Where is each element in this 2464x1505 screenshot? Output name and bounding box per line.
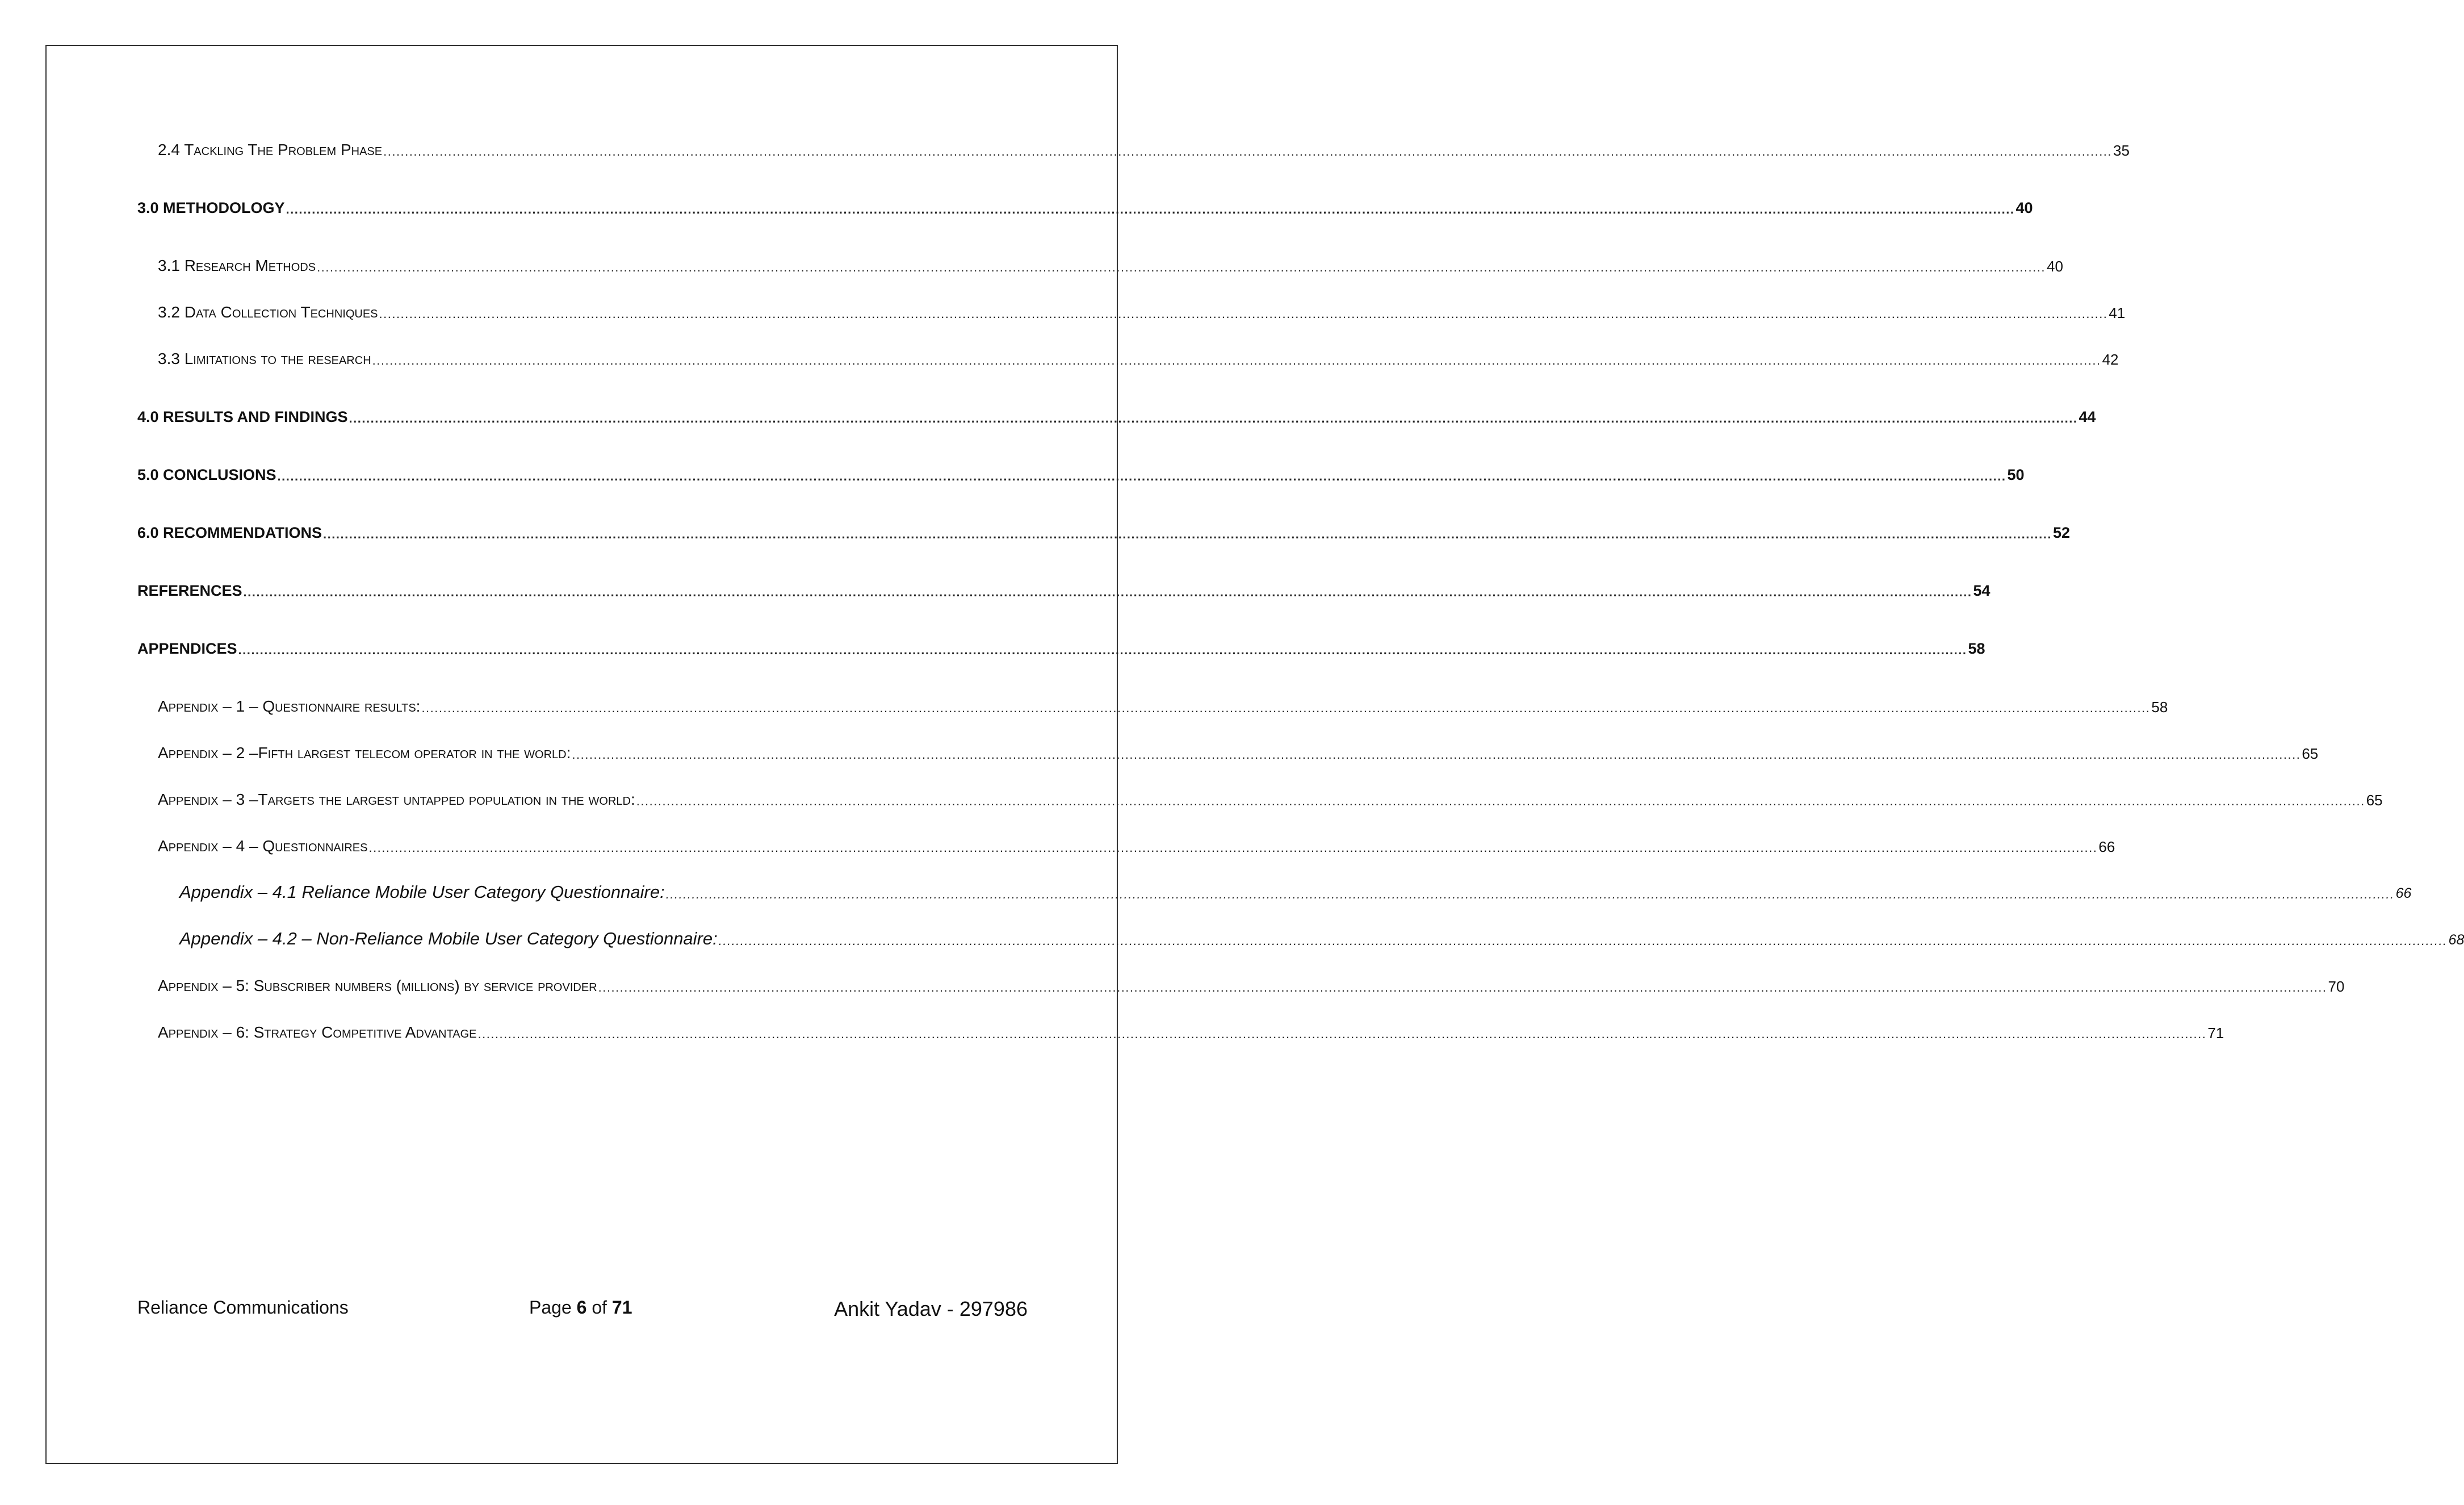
toc-entry-page: 68 — [2448, 932, 2464, 948]
page-footer — [137, 1297, 1028, 1320]
toc-entry[interactable] — [137, 831, 2115, 855]
toc-entry-page: 66 — [2098, 838, 2115, 855]
toc-entry[interactable] — [137, 971, 2345, 995]
toc-entry[interactable] — [137, 460, 2025, 483]
toc-entry[interactable] — [137, 785, 2383, 809]
toc-entry-label: 4.0 RESULTS AND FINDINGS — [137, 408, 348, 425]
toc-entry-page: 58 — [2151, 699, 2168, 716]
toc-entry[interactable] — [137, 251, 2063, 275]
dot-leader: ................................................................................................................................................................................................................................................................................................................................................................................................................ — [317, 260, 2046, 274]
toc-entry-label: REFERENCES — [137, 582, 242, 599]
toc-entry-label: Appendix – 5: Subscriber numbers (millions) by service provider — [158, 977, 597, 994]
dot-leader: ................................................................................................................................................................................................................................................................................................................................................................................................................ — [718, 934, 2448, 948]
toc-entry-label: APPENDICES — [137, 640, 237, 657]
toc-entry-page: 44 — [2079, 408, 2096, 425]
toc-entry-label: Appendix – 1 – Questionnaire results: — [158, 697, 421, 715]
toc-entry[interactable] — [137, 402, 2096, 425]
toc-entry-page: 65 — [2366, 792, 2383, 809]
toc-entry[interactable] — [137, 193, 2033, 216]
toc-entry-label: 3.0 METHODOLOGY — [137, 199, 285, 216]
dot-leader: ................................................................................................................................................................................................................................................................................................................................................................................................................ — [243, 585, 1972, 599]
toc-entry-page: 65 — [2302, 745, 2319, 762]
dot-leader: ................................................................................................................................................................................................................................................................................................................................................................................................................ — [572, 747, 2301, 762]
toc-entry-label: 3.3 Limitations to the research — [158, 350, 371, 367]
dot-leader: ................................................................................................................................................................................................................................................................................................................................................................................................................ — [379, 307, 2108, 321]
toc-entry-label: Appendix – 4 – Questionnaires — [158, 837, 368, 855]
toc-entry[interactable] — [137, 135, 2130, 159]
toc-entry-label: 2.4 Tackling The Problem Phase — [158, 141, 383, 158]
dot-leader: ................................................................................................................................................................................................................................................................................................................................................................................................................ — [477, 1027, 2207, 1041]
dot-leader: ................................................................................................................................................................................................................................................................................................................................................................................................................ — [286, 202, 2015, 216]
dot-leader: ................................................................................................................................................................................................................................................................................................................................................................................................................ — [598, 980, 2327, 994]
toc-entry-page: 71 — [2207, 1025, 2224, 1042]
toc-entry-page: 58 — [1968, 640, 1985, 657]
dot-leader: ................................................................................................................................................................................................................................................................................................................................................................................................................ — [636, 794, 2365, 808]
toc-entry-page: 41 — [2109, 304, 2126, 321]
toc-entry-label: Appendix – 3 –Targets the largest untapped population in the world: — [158, 791, 635, 808]
toc-entry-label: Appendix – 4.2 – Non-Reliance Mobile User Category Questionnaire: — [179, 929, 718, 948]
dot-leader: ................................................................................................................................................................................................................................................................................................................................................................................................................ — [368, 841, 2098, 855]
dot-leader: ................................................................................................................................................................................................................................................................................................................................................................................................................ — [383, 144, 2113, 158]
footer-page-number — [529, 1297, 632, 1318]
footer-page-prefix: Page — [529, 1297, 572, 1318]
toc-entry-label: 5.0 CONCLUSIONS — [137, 466, 276, 483]
toc-entry-page: 70 — [2328, 978, 2345, 995]
toc-entry-page: 42 — [2102, 351, 2119, 368]
dot-leader: ................................................................................................................................................................................................................................................................................................................................................................................................................ — [349, 411, 2078, 425]
toc-entry-label: Appendix – 2 –Fifth largest telecom operator in the world: — [158, 744, 571, 762]
toc-entry-label: 3.1 Research Methods — [158, 257, 316, 274]
dot-leader: ................................................................................................................................................................................................................................................................................................................................................................................................................ — [238, 643, 1967, 657]
toc-entry-label: 3.2 Data Collection Techniques — [158, 303, 378, 321]
toc-entry-page: 35 — [2113, 142, 2130, 159]
footer-page-of: of — [592, 1297, 607, 1318]
toc-entry-page: 50 — [2007, 466, 2025, 483]
toc-entry[interactable] — [137, 298, 2126, 321]
toc-entry[interactable] — [137, 925, 2464, 948]
toc-entry-page: 66 — [2395, 885, 2412, 901]
dot-leader: ................................................................................................................................................................................................................................................................................................................................................................................................................ — [421, 701, 2151, 715]
toc-entry[interactable] — [137, 1018, 2224, 1042]
toc-entry[interactable] — [137, 344, 2119, 368]
toc-entry[interactable] — [137, 634, 1985, 657]
toc-entry-page: 52 — [2052, 524, 2070, 541]
dot-leader: ................................................................................................................................................................................................................................................................................................................................................................................................................ — [277, 469, 2006, 483]
toc-entry[interactable] — [137, 518, 2070, 541]
toc-entry-page: 40 — [2046, 258, 2063, 275]
footer-author: Ankit Yadav - 297986 — [834, 1297, 1028, 1320]
toc-entry[interactable] — [137, 692, 2168, 716]
toc-entry-label: Appendix – 4.1 Reliance Mobile User Category Questionnaire: — [179, 882, 665, 902]
dot-leader: ................................................................................................................................................................................................................................................................................................................................................................................................................ — [665, 887, 2395, 901]
toc-entry[interactable] — [137, 878, 2412, 902]
toc-entry-page: 40 — [2015, 199, 2033, 216]
dot-leader: ................................................................................................................................................................................................................................................................................................................................................................................................................ — [372, 353, 2101, 367]
toc-entry[interactable] — [137, 576, 1991, 599]
toc-entry-label: Appendix – 6: Strategy Competitive Advantage — [158, 1023, 477, 1041]
footer-page-total: 71 — [611, 1297, 632, 1318]
toc-entry-page: 54 — [1973, 582, 1991, 599]
dot-leader: ................................................................................................................................................................................................................................................................................................................................................................................................................ — [323, 527, 2052, 541]
footer-company: Reliance Communications — [137, 1297, 349, 1318]
footer-page-current: 6 — [576, 1297, 587, 1318]
toc-entry[interactable] — [137, 738, 2319, 762]
toc-entry-label: 6.0 RECOMMENDATIONS — [137, 524, 322, 541]
